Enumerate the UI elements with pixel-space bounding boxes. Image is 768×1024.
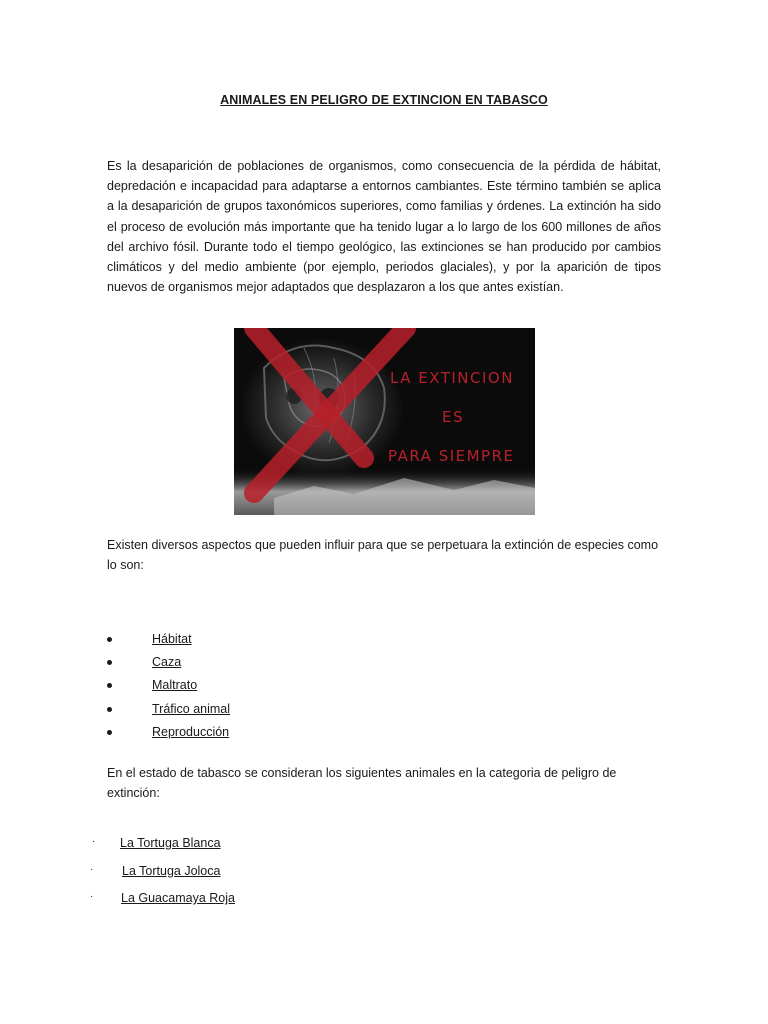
- figure-artwork: [234, 328, 535, 515]
- bullet-icon: ·: [92, 836, 96, 847]
- extinction-figure: [234, 328, 535, 515]
- animals-paragraph: En el estado de tabasco se consideran los siguientes animales en la categoria de peligro de extinción:: [107, 766, 617, 800]
- figure-text-line1: LA EXTINCION: [390, 369, 514, 387]
- bullet-icon: [107, 730, 112, 735]
- bullet-icon: [107, 707, 112, 712]
- bullet-icon: ·: [90, 864, 94, 875]
- list-item-link[interactable]: Maltrato: [152, 678, 198, 692]
- bullet-icon: [107, 683, 112, 688]
- document-title: ANIMALES EN PELIGRO DE EXTINCION EN TABASCO: [220, 93, 548, 107]
- list-item-link[interactable]: Tráfico animal: [152, 702, 231, 716]
- animal-item-link[interactable]: La Tortuga Joloca: [122, 864, 221, 878]
- animal-item-link[interactable]: La Guacamaya Roja: [121, 891, 235, 905]
- bullet-icon: [107, 637, 112, 642]
- list-item-link[interactable]: Caza: [152, 655, 182, 669]
- list-item-link[interactable]: Reproducción: [152, 725, 230, 739]
- figure-text-line2: ES: [442, 408, 464, 426]
- figure-text-line3: PARA SIEMPRE: [388, 447, 515, 465]
- animal-item-link[interactable]: La Tortuga Blanca: [120, 836, 221, 850]
- intro-paragraph: Es la desaparición de poblaciones de organismos, como consecuencia de la pérdida de hábitat, depredación e incapacidad para adaptarse a entornos cambiantes. Este término también se aplica a la desaparición de grupos taxonómicos superiores, como familias y órdenes. La extinción ha sido el proceso de evolución más importante que ha tenido lugar a lo largo de los 600 millones de años del archivo fósil. Durante todo el tiempo geológico, las extinciones se han producido por cambios climáticos y del medio ambiente (por ejemplo, periodos glaciales), y por la aparición de tipos nuevos de organismos mejor adaptados que desplazaron a los que antes existían.: [107, 159, 661, 295]
- aspects-paragraph: Existen diversos aspectos que pueden influir para que se perpetuara la extinción de especies como lo son:: [107, 538, 659, 572]
- bullet-icon: ·: [90, 891, 94, 902]
- bullet-icon: [107, 660, 112, 665]
- list-item-link[interactable]: Hábitat: [152, 632, 192, 646]
